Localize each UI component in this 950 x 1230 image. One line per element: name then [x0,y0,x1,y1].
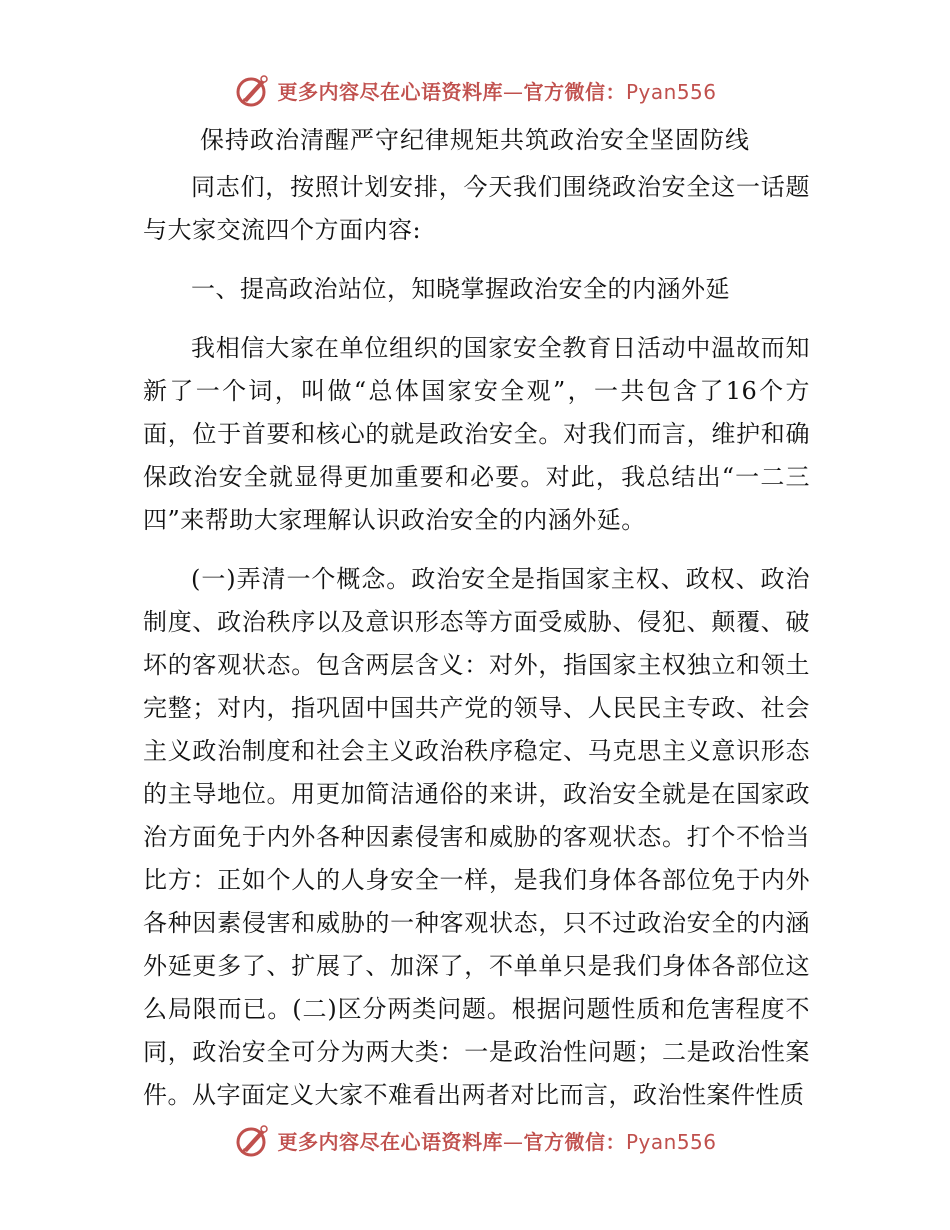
paragraph-overview: 我相信大家在单位组织的国家安全教育日活动中温故而知新了一个词，叫做“总体国家安全观”，一共包含了16个方面，位于首要和核心的就是政治安全。对我们而言，维护和确保政治安全就显得更加重要和必要。对此，我总结出“一二三四”来帮助大家理解认识政治安全的内涵外延。 [143,334,810,534]
watermark-prefix: 更多内容尽在心语资料库 [277,79,503,104]
watermark-id: Pyan556 [625,79,717,104]
section-heading: 一、提高政治站位，知晓掌握政治安全的内涵外延 [191,275,730,303]
footer-watermark [0,1120,950,1160]
watermark-id: Pyan556 [625,1129,717,1154]
header-watermark [0,70,950,110]
watermark-label: 官方微信： [523,79,626,104]
paragraph-intro: 同志们，按照计划安排，今天我们围绕政治安全这一话题与大家交流四个方面内容: [143,173,810,244]
paragraph-concept: (一)弄清一个概念。政治安全是指国家主权、政权、政治制度、政治秩序以及意识形态等方面受威胁、侵犯、颠覆、破坏的客观状态。包含两层含义：对外，指国家主权独立和领土完整；对内，指巩固中国共产党的领导、人民民主专政、社会主义政治制度和社会主义政治秩序稳定、马克思主义意识形态的主导地位。用更加简洁通俗的来讲，政治安全就是在国家政治方面免于内外各种因素侵害和威胁的客观状态。打个不恰当比方：正如个人的人身安全一样，是我们身体各部位免于内外各种因素侵害和威胁的一种客观状态，只不过政治安全的内涵外延更多了、扩展了、加深了，不单单只是我们身体各部位这么局限而已。(二)区分两类问题。根据问题性质和危害程度不同，政治安全可分为两大类：一是政治性问题；二是政治性案件。从字面定义大家不难看出两者对比而言，政治性案件性质 [143,565,810,1109]
document-body [143,166,810,1117]
document-title: 保持政治清醒严守纪律规矩共筑政治安全坚固防线 [200,126,750,154]
watermark-prefix: 更多内容尽在心语资料库 [277,1129,503,1154]
quill-logo-icon [233,1120,273,1160]
watermark-text [277,76,716,105]
watermark-dash: — [502,1129,524,1154]
quill-logo-icon [233,70,273,110]
watermark-dash: — [502,79,524,104]
watermark-text [277,1126,716,1155]
watermark-label: 官方微信： [523,1129,626,1154]
